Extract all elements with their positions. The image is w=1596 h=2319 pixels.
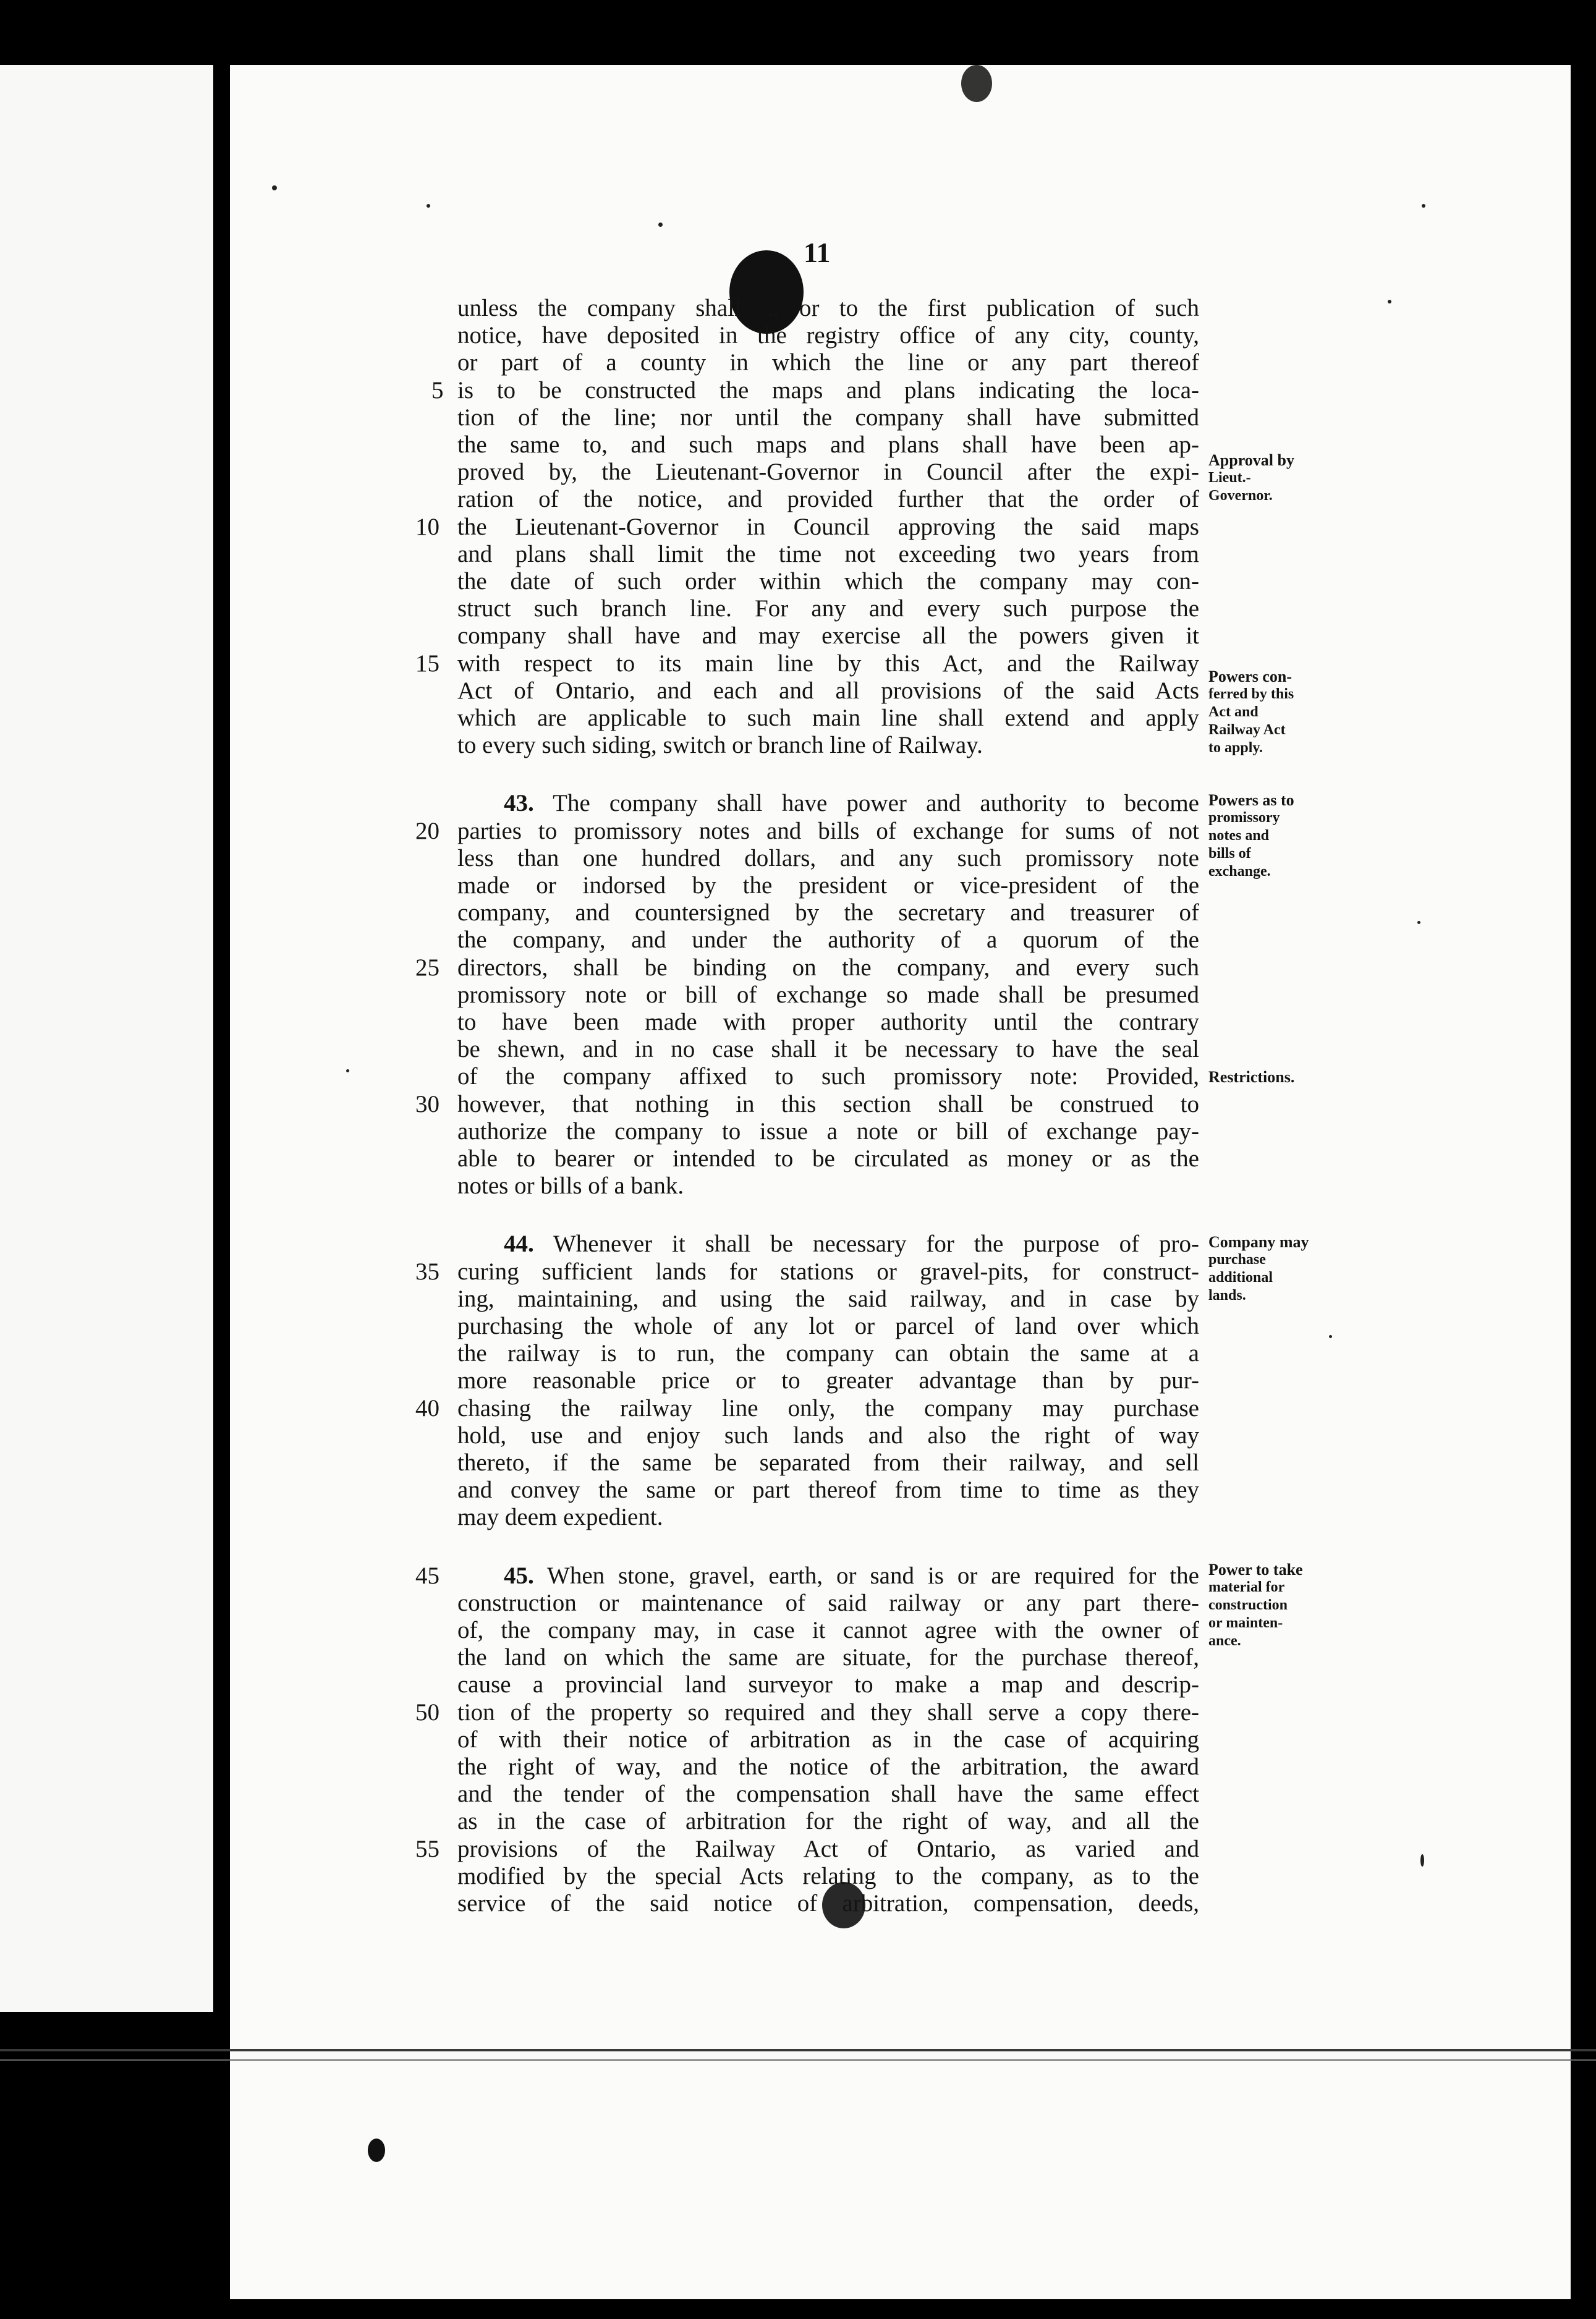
text-line: construction or maintenance of said railway or any part there- xyxy=(457,1590,1199,1616)
line-number: 25 xyxy=(415,954,439,981)
text-line: company, and countersigned by the secretary and treasurer of xyxy=(457,899,1199,926)
text-line: to every such siding, switch or branch line of Railway. xyxy=(457,732,983,758)
marginal-note-line: Railway Act xyxy=(1208,722,1286,738)
line-number: 15 xyxy=(415,650,439,677)
line-number: 30 xyxy=(415,1091,439,1117)
marginal-note-line: Power to take xyxy=(1208,1561,1303,1579)
marginal-note-line: to apply. xyxy=(1208,740,1263,756)
text-line: curing sufficient lands for stations or gravel-pits, for construct- xyxy=(457,1258,1199,1285)
text-line: unless the company shall ... or to the first publication of such xyxy=(457,295,1199,321)
ink-stain xyxy=(961,65,992,102)
text-line: is to be constructed the maps and plans indicating the loca- xyxy=(457,377,1199,404)
text-line: of the company affixed to such promissory note: Provided, xyxy=(457,1063,1199,1090)
text-line: thereto, if the same be separated from their railway, and sell xyxy=(457,1449,1199,1476)
text-line: notice, have deposited in the registry office of any city, county, xyxy=(457,322,1199,349)
marginal-note-line: Governor. xyxy=(1208,488,1273,504)
text-line: cause a provincial land surveyor to make a map and descrip- xyxy=(457,1671,1199,1698)
marginal-note-line: purchase xyxy=(1208,1252,1266,1268)
text-line: 44. Whenever it shall be necessary for the purpose of pro- xyxy=(504,1231,1199,1257)
marginal-note xyxy=(1208,791,1294,881)
text-line: to have been made with proper authority until the contrary xyxy=(457,1009,1199,1035)
marginal-note-line: Powers con- xyxy=(1208,668,1293,685)
text-line: modified by the special Acts relating to the company, as to the xyxy=(457,1863,1199,1889)
text-line: may deem expedient. xyxy=(457,1504,663,1530)
text-line: or part of a county in which the line or any part thereof xyxy=(457,349,1199,376)
text-line: provisions of the Railway Act of Ontario, as varied and xyxy=(457,1836,1199,1862)
text-line: however, that nothing in this section shall be construed to xyxy=(457,1091,1199,1117)
text-line: promissory note or bill of exchange so made shall be presumed xyxy=(457,981,1199,1008)
text-line: tion of the line; nor until the company shall have submitted xyxy=(457,404,1199,431)
text-line: ration of the notice, and provided further that the order of xyxy=(457,486,1199,512)
text-line: the railway is to run, the company can obtain the same at a xyxy=(457,1340,1199,1367)
scan-rule xyxy=(0,2049,1596,2051)
marginal-note-line: Powers as to xyxy=(1208,791,1294,809)
page-number: 11 xyxy=(804,237,831,268)
text-line: tion of the property so required and they shall serve a copy there- xyxy=(457,1699,1199,1726)
text-line: authorize the company to issue a note or bill of exchange pay- xyxy=(457,1118,1199,1145)
marginal-note-line: promissory xyxy=(1208,810,1280,826)
section-number: 44. xyxy=(504,1231,534,1257)
text-line: less than one hundred dollars, and any such promissory note xyxy=(457,845,1199,871)
line-number: 50 xyxy=(415,1699,439,1726)
text-line: the Lieutenant-Governor in Council approving the said maps xyxy=(457,514,1199,540)
line-number: 55 xyxy=(415,1836,439,1862)
marginal-note-line: notes and xyxy=(1208,828,1270,844)
text-line: the right of way, and the notice of the arbitration, the award xyxy=(457,1753,1199,1780)
text-line: more reasonable price or to greater advantage than by pur- xyxy=(457,1367,1199,1394)
marginal-note xyxy=(1208,1068,1294,1086)
text-line: 45. When stone, gravel, earth, or sand is or are required for the xyxy=(504,1562,1199,1589)
marginal-note xyxy=(1208,1233,1309,1305)
text-line: struct such branch line. For any and every such purpose the xyxy=(457,595,1199,622)
text-line: and the tender of the compensation shall have the same effect xyxy=(457,1781,1199,1807)
marginal-note-line: Act and xyxy=(1208,704,1259,720)
text-line: chasing the railway line only, the company may purchase xyxy=(457,1395,1199,1422)
text-line: able to bearer or intended to be circulated as money or as the xyxy=(457,1145,1199,1172)
marginal-note-line: Lieut.- xyxy=(1208,470,1251,486)
marginal-note xyxy=(1208,668,1294,757)
text-line: 43. The company shall have power and authority to become xyxy=(504,790,1199,816)
marginal-note-line: Company may xyxy=(1208,1233,1309,1251)
text-line: made or indorsed by the president or vice-president of the xyxy=(457,872,1199,899)
text-line: service of the said notice of arbitration, compensation, deeds, xyxy=(457,1890,1199,1917)
marginal-note-line: lands. xyxy=(1208,1287,1246,1304)
section-number: 45. xyxy=(504,1562,534,1589)
text-line: the company, and under the authority of a quorum of the xyxy=(457,926,1199,953)
line-number: 10 xyxy=(415,514,439,540)
marginal-note-line: construction xyxy=(1208,1597,1288,1613)
line-number: 5 xyxy=(431,377,444,404)
text-line: which are applicable to such main line shall extend and apply xyxy=(457,705,1199,731)
adjacent-page-strip xyxy=(0,65,213,2012)
marginal-note xyxy=(1208,1561,1303,1650)
text-line: the date of such order within which the company may con- xyxy=(457,568,1199,595)
text-line: Act of Ontario, and each and all provisions of the said Acts xyxy=(457,677,1199,704)
marginal-note-line: material for xyxy=(1208,1579,1285,1595)
marginal-note xyxy=(1208,451,1294,505)
marginal-note-line: or mainten- xyxy=(1208,1615,1283,1631)
text-line: ing, maintaining, and using the said railway, and in case by xyxy=(457,1286,1199,1312)
text-line: directors, shall be binding on the company, and every such xyxy=(457,954,1199,981)
text-line: as in the case of arbitration for the right of way, and all the xyxy=(457,1808,1199,1834)
text-line: parties to promissory notes and bills of exchange for sums of not xyxy=(457,818,1199,844)
section-number: 43. xyxy=(504,790,534,816)
text-line: hold, use and enjoy such lands and also the right of way xyxy=(457,1422,1199,1449)
text-line: proved by, the Lieutenant-Governor in Council after the expi- xyxy=(457,459,1199,485)
line-number: 45 xyxy=(415,1562,439,1589)
text-line: and plans shall limit the time not exceeding two years from xyxy=(457,541,1199,567)
text-line: be shewn, and in no case shall it be necessary to have the seal xyxy=(457,1036,1199,1062)
text-line: notes or bills of a bank. xyxy=(457,1172,684,1199)
marginal-note-line: bills of xyxy=(1208,846,1251,862)
ink-stain xyxy=(368,2139,385,2162)
line-number: 20 xyxy=(415,818,439,844)
text-line: the land on which the same are situate, for the purchase thereof, xyxy=(457,1644,1199,1671)
marginal-note-line: exchange. xyxy=(1208,863,1271,880)
text-line: the same to, and such maps and plans shall have been ap- xyxy=(457,431,1199,458)
text-line: with respect to its main line by this Act, and the Railway xyxy=(457,650,1199,677)
text-line: purchasing the whole of any lot or parcel of land over which xyxy=(457,1313,1199,1339)
marginal-note-line: Restrictions. xyxy=(1208,1068,1295,1086)
marginal-note-line: Approval by xyxy=(1208,451,1294,469)
text-line: of with their notice of arbitration as in the case of acquiring xyxy=(457,1726,1199,1753)
scan-rule xyxy=(0,2059,1596,2061)
text-line: company shall have and may exercise all the powers given it xyxy=(457,622,1199,649)
text-line: of, the company may, in case it cannot agree with the owner of xyxy=(457,1617,1199,1643)
line-number: 35 xyxy=(415,1258,439,1285)
text-line: and convey the same or part thereof from time to time as they xyxy=(457,1477,1199,1503)
marginal-note-line: ance. xyxy=(1208,1633,1241,1649)
line-number: 40 xyxy=(415,1395,439,1422)
marginal-note-line: additional xyxy=(1208,1270,1273,1286)
marginal-note-line: ferred by this xyxy=(1208,686,1294,702)
